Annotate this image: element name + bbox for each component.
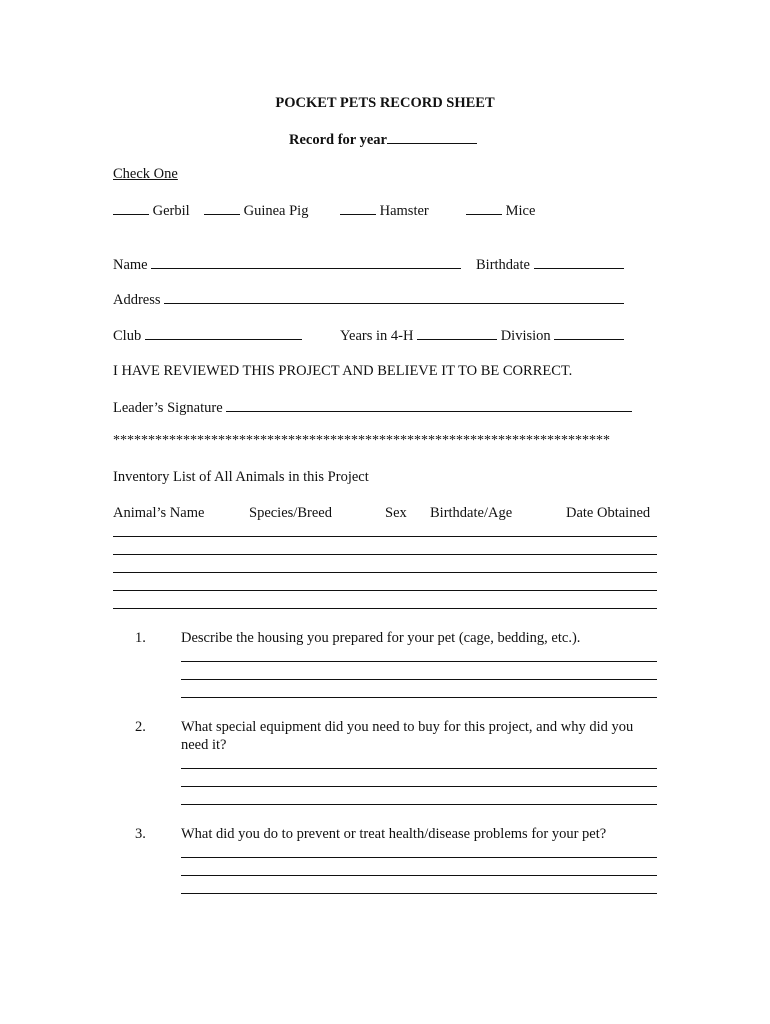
inventory-heading: Inventory List of All Animals in this Project	[113, 469, 369, 485]
answer-line[interactable]	[181, 786, 657, 787]
inventory-col-sex: Sex	[385, 505, 407, 521]
question-3-number: 3.	[135, 826, 146, 842]
leader-signature-field[interactable]	[226, 398, 632, 412]
inventory-row-line[interactable]	[113, 590, 657, 591]
club-label: Club	[113, 328, 142, 344]
mice-label: Mice	[505, 203, 536, 219]
inventory-row-line[interactable]	[113, 554, 657, 555]
inventory-row-line[interactable]	[113, 536, 657, 537]
question-3-text: What did you do to prevent or treat health/disease problems for your pet?	[181, 826, 607, 842]
check-option-gerbil	[113, 201, 190, 220]
check-option-hamster	[340, 201, 429, 220]
gerbil-label: Gerbil	[152, 203, 190, 219]
answer-line[interactable]	[181, 804, 657, 805]
question-1-number: 1.	[135, 630, 146, 646]
page-title: POCKET PETS RECORD SHEET	[275, 95, 495, 111]
leader-signature-row	[113, 398, 632, 417]
inventory-col-date-obtained: Date Obtained	[566, 505, 651, 521]
inventory-col-birthdate-age: Birthdate/Age	[430, 505, 513, 521]
birthdate-row	[476, 255, 624, 274]
gerbil-checkbox[interactable]	[113, 201, 149, 215]
question-2-number: 2.	[135, 719, 146, 735]
question-1-text: Describe the housing you prepared for your pet (cage, bedding, etc.).	[181, 630, 581, 646]
check-option-guinea-pig	[204, 201, 308, 220]
years-label: Years in 4-H	[340, 328, 414, 344]
answer-line[interactable]	[181, 875, 657, 876]
inventory-col-species-breed: Species/Breed	[249, 505, 332, 521]
guinea-pig-checkbox[interactable]	[204, 201, 240, 215]
answer-line[interactable]	[181, 768, 657, 769]
check-one-label: Check One	[113, 166, 178, 182]
inventory-row-line[interactable]	[113, 608, 657, 609]
record-year-row	[289, 130, 477, 149]
division-field[interactable]	[554, 326, 624, 340]
club-field[interactable]	[145, 326, 302, 340]
name-row	[113, 255, 461, 274]
years-field[interactable]	[417, 326, 497, 340]
birthdate-field[interactable]	[534, 255, 624, 269]
answer-line[interactable]	[181, 893, 657, 894]
name-field[interactable]	[151, 255, 461, 269]
club-row	[113, 326, 302, 345]
record-year-label: Record for year	[289, 132, 387, 148]
answer-line[interactable]	[181, 661, 657, 662]
inventory-col-animal-name: Animal’s Name	[113, 505, 205, 521]
review-statement: I HAVE REVIEWED THIS PROJECT AND BELIEVE IT TO BE CORRECT.	[113, 363, 573, 379]
birthdate-label: Birthdate	[476, 257, 530, 273]
hamster-checkbox[interactable]	[340, 201, 376, 215]
check-option-mice	[466, 201, 535, 220]
answer-line[interactable]	[181, 679, 657, 680]
leader-signature-label: Leader’s Signature	[113, 400, 223, 416]
answer-line[interactable]	[181, 857, 657, 858]
mice-checkbox[interactable]	[466, 201, 502, 215]
name-label: Name	[113, 257, 148, 273]
address-label: Address	[113, 292, 161, 308]
inventory-row-line[interactable]	[113, 572, 657, 573]
separator-stars: ***********************************************************************	[113, 433, 610, 448]
question-2-text-cont: need it?	[181, 737, 227, 753]
guinea-pig-label: Guinea Pig	[243, 203, 309, 219]
hamster-label: Hamster	[379, 203, 429, 219]
address-row	[113, 290, 624, 309]
record-year-field[interactable]	[387, 130, 477, 144]
division-label: Division	[500, 328, 551, 344]
years-row	[340, 326, 624, 345]
answer-line[interactable]	[181, 697, 657, 698]
question-2-text: What special equipment did you need to buy for this project, and why did you	[181, 719, 634, 735]
address-field[interactable]	[164, 290, 624, 304]
